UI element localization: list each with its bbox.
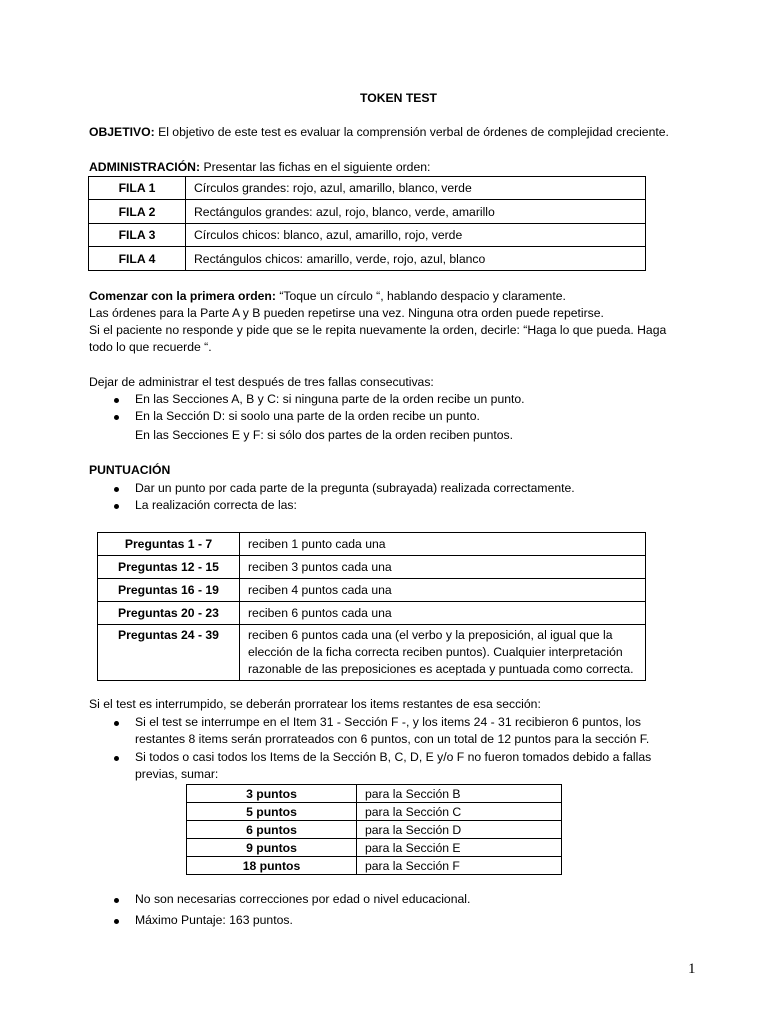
- comenzar-paragraph: [89, 289, 566, 303]
- table-row: [98, 556, 646, 579]
- seccion-label: para la Sección B: [357, 785, 562, 803]
- fila-label: FILA 2: [89, 200, 186, 224]
- puntos-label: 9 puntos: [187, 839, 357, 857]
- dejar-bullet: En las Secciones A, B y C: si ninguna parte de la orden recibe un punto.: [135, 392, 525, 406]
- bullet-icon: [114, 919, 119, 924]
- seccion-label: para la Sección C: [357, 803, 562, 821]
- puntuacion-bullet: Dar un punto por cada parte de la pregunta (subrayada) realizada correctamente.: [135, 481, 575, 495]
- seccion-label: para la Sección F: [357, 857, 562, 875]
- puntuacion-bullet: La realización correcta de las:: [135, 498, 297, 512]
- fila-label: FILA 1: [89, 177, 186, 200]
- preguntas-desc: reciben 1 punto cada una: [240, 533, 646, 556]
- administracion-label: ADMINISTRACIÓN:: [89, 160, 201, 174]
- page-number: 1: [688, 961, 696, 977]
- preguntas-label: Preguntas 20 - 23: [98, 602, 240, 625]
- fila-label: FILA 4: [89, 247, 186, 271]
- table-row: [187, 857, 562, 875]
- final-bullet: Máximo Puntaje: 163 puntos.: [135, 913, 293, 927]
- preguntas-desc-line: elección de la ficha correcta reciben puntos). Cualquier interpretación: [248, 645, 623, 659]
- final-bullet: No son necesarias correcciones por edad o nivel educacional.: [135, 892, 471, 906]
- bullet-icon: [114, 487, 119, 492]
- seccion-label: para la Sección D: [357, 821, 562, 839]
- table-row: [187, 785, 562, 803]
- comenzar-text: “Toque un círculo “, hablando despacio y claramente.: [279, 289, 566, 303]
- interrumpido-bullet-line: Si todos o casi todos los Items de la Sección B, C, D, E y/o F no fueron tomados debido a fallas: [135, 750, 652, 764]
- interrumpido-intro: Si el test es interrumpido, se deberán prorratear los items restantes de esa sección:: [89, 697, 541, 711]
- bullet-icon: [114, 898, 119, 903]
- puntos-label: 18 puntos: [187, 857, 357, 875]
- objetivo-text: El objetivo de este test es evaluar la comprensión verbal de órdenes de complejidad creciente.: [158, 125, 669, 139]
- administracion-paragraph: [89, 160, 430, 174]
- preguntas-label: Preguntas 24 - 39: [98, 625, 240, 681]
- preguntas-desc: reciben 3 puntos cada una: [240, 556, 646, 579]
- table-row: [89, 177, 646, 200]
- table-row: [98, 625, 646, 681]
- interrumpido-bullet-line: previas, sumar:: [135, 767, 219, 781]
- comenzar-line-3: Si el paciente no responde y pide que se le repita nuevamente la orden, decirle: “Haga lo que pueda. Haga: [89, 323, 667, 337]
- dejar-bullet: En la Sección D: si soolo una parte de la orden recibe un punto.: [135, 409, 480, 423]
- preguntas-desc: reciben 6 puntos cada una: [240, 602, 646, 625]
- puntos-table: [186, 784, 562, 875]
- table-row: [89, 224, 646, 247]
- bullet-icon: [114, 398, 119, 403]
- table-row: [98, 533, 646, 556]
- puntuacion-heading: PUNTUACIÓN: [89, 463, 171, 477]
- puntos-label: 3 puntos: [187, 785, 357, 803]
- table-row: [187, 821, 562, 839]
- bullet-icon: [114, 756, 119, 761]
- preguntas-desc: [240, 625, 646, 681]
- bullet-icon: [114, 415, 119, 420]
- fila-desc: Rectángulos grandes: azul, rojo, blanco, verde, amarillo: [186, 200, 646, 224]
- dejar-intro: Dejar de administrar el test después de tres fallas consecutivas:: [89, 375, 434, 389]
- comenzar-label: Comenzar con la primera orden:: [89, 289, 276, 303]
- table-row: [187, 803, 562, 821]
- objetivo-label: OBJETIVO:: [89, 125, 155, 139]
- bullet-icon: [114, 721, 119, 726]
- puntos-label: 6 puntos: [187, 821, 357, 839]
- table-row: [98, 602, 646, 625]
- page-title: TOKEN TEST: [360, 91, 437, 105]
- objetivo-paragraph: [89, 125, 669, 139]
- fila-desc: Círculos grandes: rojo, azul, amarillo, blanco, verde: [186, 177, 646, 200]
- table-row: [89, 247, 646, 271]
- preguntas-desc: reciben 4 puntos cada una: [240, 579, 646, 602]
- preguntas-label: Preguntas 12 - 15: [98, 556, 240, 579]
- preguntas-label: Preguntas 16 - 19: [98, 579, 240, 602]
- interrumpido-bullet-line: restantes 8 items serán prorrateados con 6 puntos, con un total de 12 puntos para la sección F.: [135, 732, 650, 746]
- puntuacion-table: [97, 532, 646, 681]
- fichas-table: [88, 176, 646, 271]
- table-row: [89, 200, 646, 224]
- fila-desc: Rectángulos chicos: amarillo, verde, rojo, azul, blanco: [186, 247, 646, 271]
- preguntas-desc-line: reciben 6 puntos cada una (el verbo y la preposición, al igual que la: [248, 628, 613, 642]
- fila-desc: Círculos chicos: blanco, azul, amarillo, rojo, verde: [186, 224, 646, 247]
- dejar-continuation: En las Secciones E y F: si sólo dos partes de la orden reciben puntos.: [135, 428, 514, 442]
- seccion-label: para la Sección E: [357, 839, 562, 857]
- comenzar-line-2: Las órdenes para la Parte A y B pueden repetirse una vez. Ninguna otra orden puede repetirse.: [89, 306, 604, 320]
- table-row: [98, 579, 646, 602]
- preguntas-desc-line: razonable de las preposiciones es aceptada y puntuada como correcta.: [248, 662, 634, 676]
- administracion-text: Presentar las fichas en el siguiente orden:: [203, 160, 431, 174]
- interrumpido-bullet-line: Si el test se interrumpe en el Item 31 - Sección F -, y los items 24 - 31 recibieron 6 puntos, los: [135, 715, 642, 729]
- preguntas-label: Preguntas 1 - 7: [98, 533, 240, 556]
- bullet-icon: [114, 504, 119, 509]
- table-row: [187, 839, 562, 857]
- puntos-label: 5 puntos: [187, 803, 357, 821]
- fila-label: FILA 3: [89, 224, 186, 247]
- comenzar-line-4: todo lo que recuerde “.: [89, 340, 212, 354]
